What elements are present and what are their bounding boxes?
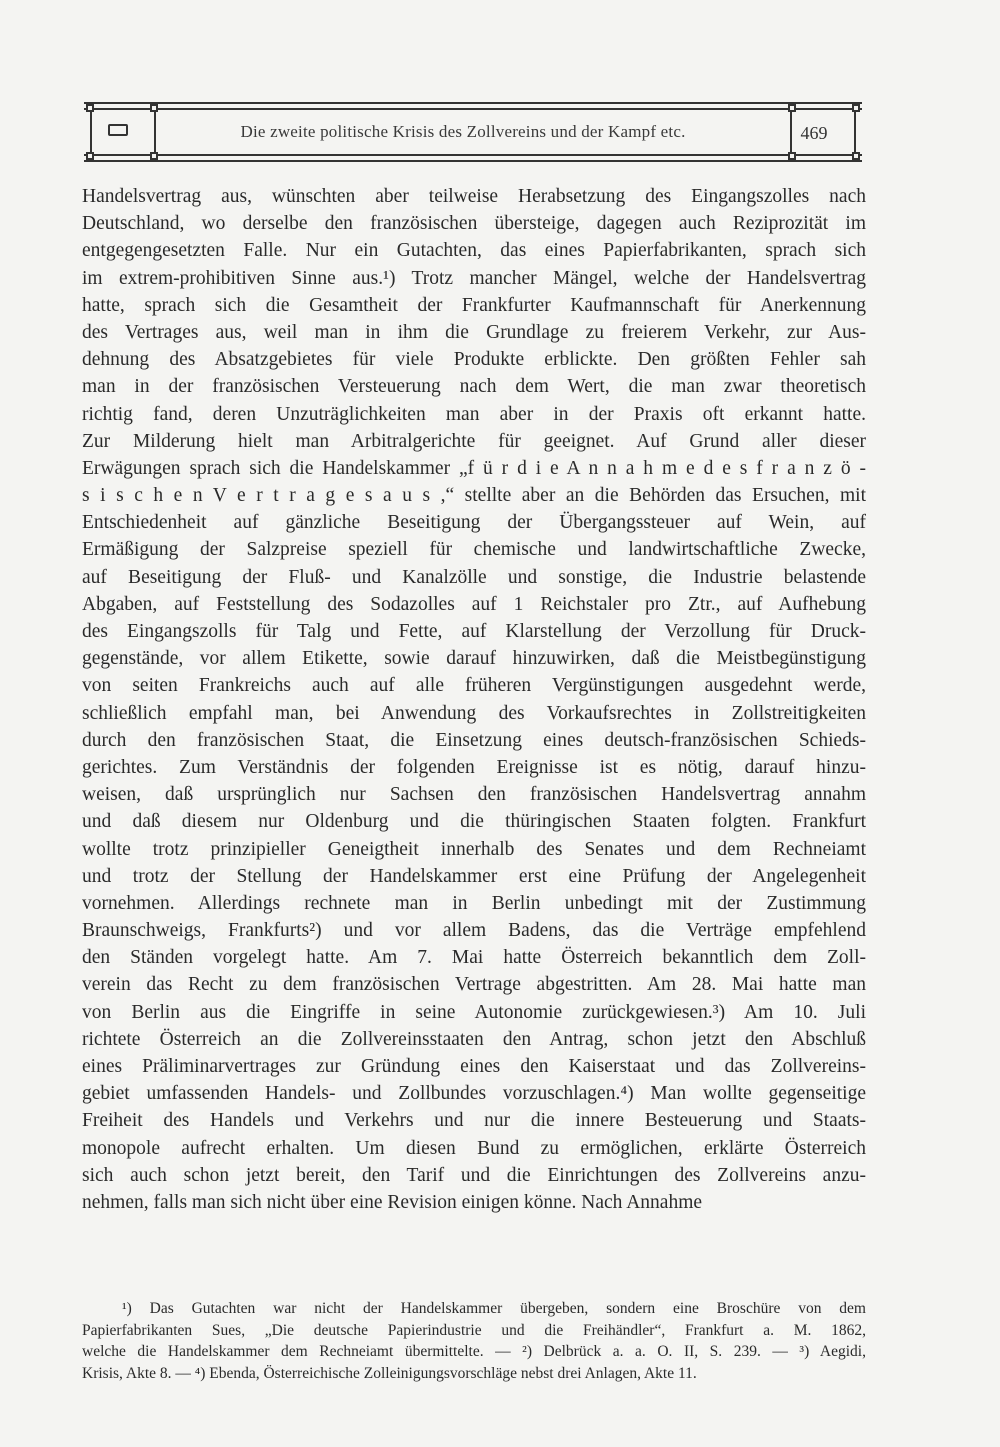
corner-ornament xyxy=(150,152,158,160)
text-line: Entschiedenheit auf gänzliche Beseitigung der Übergangssteuer auf Wein, auf xyxy=(82,512,866,534)
text-line: des Eingangszolls für Talg und Fette, auf Klarstellung der Verzollung für Druck- xyxy=(82,621,866,642)
text-line: Deutschland, wo derselbe den französischen übersteige, dagegen auch Reziprozität im xyxy=(82,213,866,235)
text-line: Handelsvertrag aus, wünschten aber teilweise Herabsetzung des Eingangszolles nach xyxy=(82,186,866,207)
text-line: im extrem-prohibitiven Sinne aus.¹) Trotz mancher Mängel, welche der Handelsvertrag xyxy=(82,267,866,289)
text-line: weisen, daß ursprünglich nur Sachsen den französischen Handelsvertrag annahm xyxy=(82,784,866,806)
text-line: Ermäßigung der Salzpreise speziell für chemische und landwirtschaftliche Zwecke, xyxy=(82,539,866,561)
footnote-line: welche die Handelskammer dem Rechneiamt übermittelte. — ²) Delbrück a. a. O. II, S. 239. — ³) Aegidi, xyxy=(82,1343,866,1360)
text-line: des Vertrages aus, weil man in ihm die Grundlage zu freierem Verkehr, zur Aus- xyxy=(82,321,866,343)
rectangle-ornament-icon xyxy=(108,124,128,136)
text-line: gerichtes. Zum Verständnis der folgenden Ereignisse ist es nötig, darauf hinzu- xyxy=(82,756,866,778)
corner-ornament xyxy=(86,152,94,160)
footnote-line: ¹) Das Gutachten war nicht der Handelskammer übergeben, sondern eine Broschüre von dem xyxy=(122,1300,866,1317)
page-number: 469 xyxy=(800,123,828,143)
text-line: von Berlin aus die Eingriffe in seine Autonomie zurückgewiesen.³) Am 10. Juli xyxy=(82,1001,866,1023)
footnotes xyxy=(82,1298,866,1384)
text-line: hatte, sprach sich die Gesamtheit der Frankfurter Kaufmannschaft für Anerkennung xyxy=(82,294,866,316)
text-line: Freiheit des Handels und Verkehrs und nur die innere Besteuerung und Staats- xyxy=(82,1110,866,1132)
corner-ornament xyxy=(86,104,94,112)
running-title: Die zweite politische Krisis des Zollvereins und der Kampf etc. xyxy=(240,122,686,141)
text-line: man in der französischen Versteuerung nach dem Wert, die man zwar theoretisch xyxy=(82,376,866,398)
text-line: sich auch schon jetzt bereit, den Tarif und die Einrichtungen des Zollvereins anzu- xyxy=(82,1164,866,1186)
main-text xyxy=(82,183,866,1216)
text-line: monopole aufrecht erhalten. Um diesen Bund zu ermöglichen, erklärte Österreich xyxy=(82,1137,866,1159)
corner-ornament xyxy=(852,104,860,112)
text-line: und daß diesem nur Oldenburg und die thüringischen Staaten folgten. Frankfurt xyxy=(82,811,866,833)
text-line: gegenstände, vor allem Etikette, sowie darauf hinzuwirken, daß die Meistbegünstigung xyxy=(82,648,866,670)
text-line: verein das Recht zu dem französischen Vertrage abgestritten. Am 28. Mai hatte man xyxy=(82,974,866,996)
text-line: richtete Österreich an die Zollvereinsstaaten den Antrag, schon jetzt den Abschluß xyxy=(82,1028,866,1050)
text-line: Braunschweigs, Frankfurts²) und vor allem Badens, das die Verträge empfehlend xyxy=(82,920,866,942)
corner-ornament xyxy=(852,152,860,160)
text-line: Zur Milderung hielt man Arbitralgerichte für geeignet. Auf Grund aller dieser xyxy=(82,430,866,452)
text-line: s i s c h e n V e r t r a g e s a u s ,“ stellte aber an die Behörden das Ersuchen, mit xyxy=(82,485,866,507)
text-line: Abgaben, auf Feststellung des Sodazolles auf 1 Reichstaler pro Ztr., auf Aufhebung xyxy=(82,593,866,615)
text-line: schließlich empfahl man, bei Anwendung des Vorkaufsrechtes in Zollstreitigkeiten xyxy=(82,702,866,724)
text-line: und trotz der Stellung der Handelskammer erst eine Prüfung der Angelegenheit xyxy=(82,865,866,887)
text-line: wollte trotz prinzipieller Geneigtheit innerhalb des Senates und dem Rechneiamt xyxy=(82,838,866,860)
text-line: richtig fand, deren Unzuträglichkeiten man aber in der Praxis oft erkannt hatte. xyxy=(82,403,866,425)
footnote-line: Krisis, Akte 8. — ⁴) Ebenda, Österreichische Zolleinigungsvorschläge nebst drei Anlagen, Akte 11. xyxy=(82,1364,697,1382)
text-line: gebiet umfassenden Handels- und Zollbundes vorzuschlagen.⁴) Man wollte gegenseitige xyxy=(82,1083,866,1105)
text-line: durch den französischen Staat, die Einsetzung eines deutsch-französischen Schieds- xyxy=(82,729,866,751)
text-line: auf Beseitigung der Fluß- und Kanalzölle und sonstige, die Industrie belastende xyxy=(82,566,866,588)
text-line: von seiten Frankreichs auch auf alle früheren Vergünstigungen ausgedehnt werde, xyxy=(82,675,866,697)
text-line: entgegengesetzten Falle. Nur ein Gutachten, das eines Papierfabrikanten, sprach sich xyxy=(82,240,866,262)
text-line: dehnung des Absatzgebietes für viele Produkte erblickte. Den größten Fehler sah xyxy=(82,349,866,371)
text-line: eines Präliminarvertrages zur Gründung eines den Kaiserstaat und das Zollvereins- xyxy=(82,1056,866,1077)
text-line: Erwägungen sprach sich die Handelskammer „f ü r d i e A n n a h m e d e s f r a n z ö - xyxy=(82,457,866,479)
running-header xyxy=(84,102,862,162)
text-line: vornehmen. Allerdings rechnete man in Berlin unbedingt mit der Zustimmung xyxy=(82,892,866,914)
text-line: nehmen, falls man sich nicht über eine Revision einigen könne. Nach Annahme xyxy=(82,1191,703,1213)
footnote-line: Papierfabrikanten Sues, „Die deutsche Papierindustrie und die Freihändler“, Frankfurt a. M. 1862, xyxy=(82,1321,866,1339)
text-line: den Ständen vorgelegt hatte. Am 7. Mai hatte Österreich bekanntlich dem Zoll- xyxy=(82,947,866,969)
corner-ornament xyxy=(150,104,158,112)
